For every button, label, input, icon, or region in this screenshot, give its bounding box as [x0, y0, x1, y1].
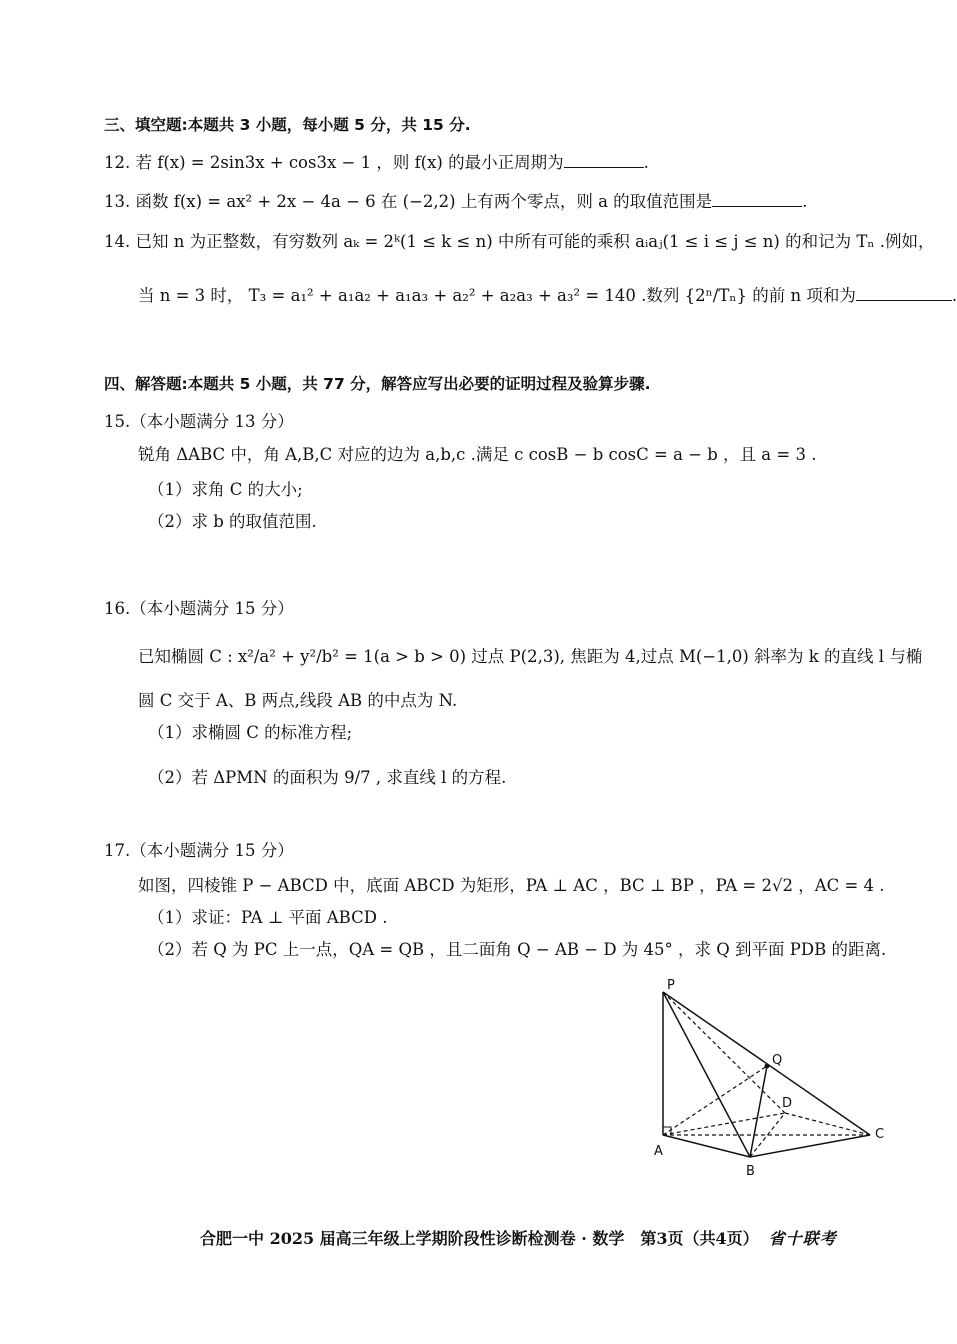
hidden-edge-DC	[785, 1113, 870, 1135]
edge-BC	[750, 1135, 870, 1157]
q15-stem: 锐角 ΔABC 中，角 A,B,C 对应的边为 a,b,c .满足 c cosB − b cosC = a − b ，且 a = 3 .	[138, 445, 817, 464]
label-P: P	[667, 978, 675, 993]
label-D: D	[782, 1096, 793, 1111]
question-12: 12. 若 f(x) = 2sin3x + cos3x − 1 ，则 f(x) 的最小正周期为 .	[104, 153, 649, 172]
footer-brand: 省十联考	[768, 1229, 837, 1248]
q17-part1: （1）求证：PA ⊥ 平面 ABCD .	[148, 908, 388, 927]
q14-answer-blank	[856, 284, 952, 301]
q14-line2-text: 当 n = 3 时， T₃ = a₁² + a₁a₂ + a₁a₃ + a₂² + a₂a₃ + a₃² = 140 .数列 {2ⁿ/Tₙ} 的前 n 项和为	[138, 286, 856, 305]
q16-stem1: 已知椭圆 C : x²/a² + y²/b² = 1(a > b > 0) 过点 P(2,3), 焦距为 4,过点 M(−1,0) 斜率为 k 的直线 l 与椭	[138, 647, 923, 666]
hidden-segment-AQ	[663, 1066, 767, 1135]
q16-part2: （2）若 ΔPMN 的面积为 9/7 , 求直线 l 的方程.	[148, 768, 507, 787]
q12-answer-blank	[564, 151, 644, 168]
q15-part2: （2）求 b 的取值范围.	[148, 512, 317, 531]
point-Q	[765, 1064, 770, 1069]
label-C: C	[875, 1127, 885, 1142]
segment-BQ	[750, 1066, 767, 1157]
q16-part1: （1）求椭圆 C 的标准方程;	[148, 723, 353, 742]
q16-title: 16.（本小题满分 15 分）	[104, 599, 294, 618]
q15-part1: （1）求角 C 的大小;	[148, 480, 303, 499]
question-13: 13. 函数 f(x) = ax² + 2x − 4a − 6 在 (−2,2) 上有两个零点，则 a 的取值范围是 .	[104, 192, 808, 211]
edge-PB	[663, 992, 750, 1157]
label-A: A	[654, 1144, 663, 1159]
label-Q: Q	[772, 1053, 783, 1068]
footer-text: 合肥一中 2025 届高三年级上学期阶段性诊断检测卷 · 数学 第3页（共4页）	[200, 1229, 759, 1248]
q17-part2: （2）若 Q 为 PC 上一点，QA = QB ，且二面角 Q − AB − D 为 45° ，求 Q 到平面 PDB 的距离.	[148, 940, 887, 959]
pyramid-figure	[640, 975, 900, 1185]
label-B: B	[746, 1164, 755, 1179]
q17-title: 17.（本小题满分 15 分）	[104, 841, 294, 860]
q17-stem: 如图，四棱锥 P − ABCD 中，底面 ABCD 为矩形，PA ⊥ AC ，BC ⊥ BP ，PA = 2√2 ，AC = 4 .	[138, 876, 885, 895]
q13-text: 13. 函数 f(x) = ax² + 2x − 4a − 6 在 (−2,2) 上有两个零点，则 a 的取值范围是	[104, 192, 713, 211]
edge-AB	[663, 1135, 750, 1157]
section4-header: 四、解答题:本题共 5 小题，共 77 分，解答应写出必要的证明过程及验算步骤.	[104, 375, 651, 393]
edge-PC	[663, 992, 870, 1135]
section3-header: 三、填空题:本题共 3 小题，每小题 5 分，共 15 分.	[104, 116, 471, 134]
question-14-line2: 当 n = 3 时， T₃ = a₁² + a₁a₂ + a₁a₃ + a₂² + a₂a₃ + a₃² = 140 .数列 {2ⁿ/Tₙ} 的前 n 项和为 .	[138, 286, 957, 305]
q12-text: 12. 若 f(x) = 2sin3x + cos3x − 1 ，则 f(x) 的最小正周期为	[104, 153, 564, 172]
q15-title: 15.（本小题满分 13 分）	[104, 412, 294, 431]
hidden-edge-AD	[663, 1113, 785, 1135]
question-14-line1: 14. 已知 n 为正整数，有穷数列 aₖ = 2ᵏ(1 ≤ k ≤ n) 中所有可能的乘积 aᵢaⱼ(1 ≤ i ≤ j ≤ n) 的和记为 Tₙ .例如，	[104, 232, 935, 251]
q16-stem2: 圆 C 交于 A、B 两点,线段 AB 的中点为 N.	[138, 691, 458, 710]
page-footer	[200, 1226, 837, 1249]
q13-answer-blank	[712, 190, 802, 207]
